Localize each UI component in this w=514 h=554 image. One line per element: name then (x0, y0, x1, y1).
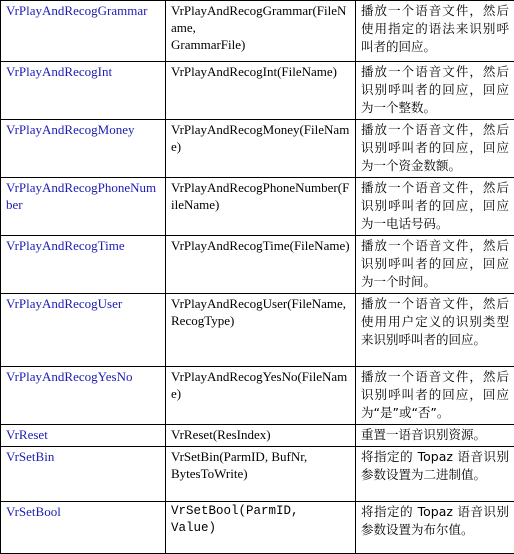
table-row (1, 178, 514, 236)
table-row (1, 425, 514, 447)
function-description-cell: 播放一个语音文件，然后识别呼叫者的回应，回应为一个整数。 (356, 62, 514, 120)
function-description-cell: 播放一个语音文件，然后识别呼叫者的回应，回应为一个时间。 (356, 236, 514, 294)
function-name-cell: VrSetBool (1, 502, 166, 554)
function-description-cell: 播放一个语音文件，然后识别呼叫者的回应，回应为“是”或“否”。 (356, 367, 514, 425)
table-row (1, 236, 514, 294)
function-description-cell: 重置一语音识别资源。 (356, 425, 514, 447)
function-signature-cell: VrSetBin(ParmID, BufNr, BytesToWrite) (166, 447, 356, 502)
function-signature-cell: VrPlayAndRecogInt(FileName) (166, 62, 356, 120)
function-signature-cell: VrPlayAndRecogYesNo(FileName) (166, 367, 356, 425)
table-row (1, 367, 514, 425)
function-description-cell: 将指定的 Topaz 语音识别参数设置为布尔值。 (356, 502, 514, 554)
function-description-cell: 播放一个语音文件，然后使用指定的语法来识别呼叫者的回应。 (356, 1, 514, 62)
function-description-cell: 将指定的 Topaz 语音识别参数设置为二进制值。 (356, 447, 514, 502)
function-name-cell: VrPlayAndRecogPhoneNumber (1, 178, 166, 236)
function-signature-cell: VrReset(ResIndex) (166, 425, 356, 447)
table-row (1, 502, 514, 554)
function-signature-cell: VrPlayAndRecogPhoneNumber(FileName) (166, 178, 356, 236)
function-name-cell: VrPlayAndRecogUser (1, 294, 166, 367)
table-row (1, 62, 514, 120)
function-name-cell: VrSetBin (1, 447, 166, 502)
function-description-cell: 播放一个语音文件，然后识别呼叫者的回应，回应为一个资金数额。 (356, 120, 514, 178)
table-row (1, 120, 514, 178)
function-name-cell: VrPlayAndRecogGrammar (1, 1, 166, 62)
function-name-cell: VrPlayAndRecogInt (1, 62, 166, 120)
function-description-cell: 播放一个语音文件，然后使用用户定义的识别类型来识别呼叫者的回应。 (356, 294, 514, 367)
function-name-cell: VrPlayAndRecogYesNo (1, 367, 166, 425)
function-name-cell: VrPlayAndRecogMoney (1, 120, 166, 178)
function-description-cell: 播放一个语音文件，然后识别呼叫者的回应，回应为一电话号码。 (356, 178, 514, 236)
function-signature-cell: VrSetBool(ParmID, Value) (166, 502, 356, 554)
table-row (1, 447, 514, 502)
function-signature-cell: VrPlayAndRecogGrammar(FileName, GrammarFile) (166, 1, 356, 62)
table-row (1, 294, 514, 367)
function-name-cell: VrReset (1, 425, 166, 447)
table-row (1, 1, 514, 62)
function-name-cell: VrPlayAndRecogTime (1, 236, 166, 294)
function-signature-cell: VrPlayAndRecogUser(FileName, RecogType) (166, 294, 356, 367)
function-signature-cell: VrPlayAndRecogTime(FileName) (166, 236, 356, 294)
function-signature-cell: VrPlayAndRecogMoney(FileName) (166, 120, 356, 178)
